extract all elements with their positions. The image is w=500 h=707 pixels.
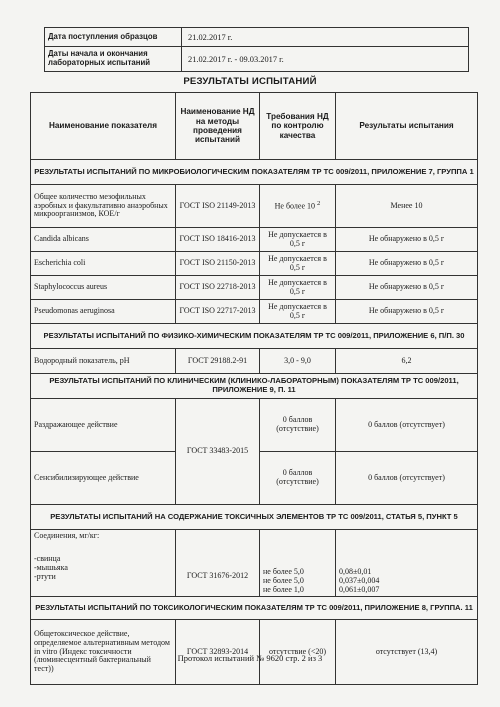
toxicology-method: ГОСТ 32893-2014 — [176, 620, 260, 685]
micro-0-req-cell — [260, 185, 336, 228]
micro-4-result: Не обнаружено в 0,5 г — [336, 300, 478, 324]
micro-1-result: Не обнаружено в 0,5 г — [336, 228, 478, 252]
column-header-row — [31, 93, 478, 160]
micro-1-name: Candida albicans — [31, 228, 176, 252]
micro-0-method: ГОСТ ISO 21149-2013 — [176, 185, 260, 228]
page-footer: Протокол испытаний № 9620 стр. 2 из 3 — [177, 653, 323, 663]
receipt-row — [45, 28, 469, 47]
col-method-header: Наименование НД на методы проведения испытаний — [176, 93, 260, 160]
toxic-result-cell — [336, 530, 478, 597]
micro-0-req: Не более 10 — [274, 201, 316, 211]
toxic-0-req: не более 5,0 — [263, 567, 304, 577]
col-result-header: Результаты испытания — [336, 93, 478, 160]
table-row — [31, 399, 478, 452]
table-row — [31, 252, 478, 276]
micro-2-method: ГОСТ ISO 21150-2013 — [176, 252, 260, 276]
ph-req: 3,0 - 9,0 — [260, 349, 336, 374]
toxic-req-cell — [260, 530, 336, 597]
section-toxicology-title: РЕЗУЛЬТАТЫ ИСПЫТАНИЙ ПО ТОКСИКОЛОГИЧЕСКИМ ПОКАЗАТЕЛЯМ ТР ТС 009/2011, ПРИЛОЖЕНИЕ 8, ГРУППА. 11 — [31, 597, 478, 620]
col-requirement-header: Требования НД по контролю качества — [260, 93, 336, 160]
table-row — [31, 228, 478, 252]
table-row — [31, 530, 478, 597]
micro-3-name: Staphylococcus aureus — [31, 276, 176, 300]
col-indicator-header: Наименование показателя — [31, 93, 176, 160]
results-title: РЕЗУЛЬТАТЫ ИСПЫТАНИЙ — [183, 76, 317, 87]
toxic-2-req: не более 1,0 — [263, 585, 304, 595]
table-row — [31, 300, 478, 324]
section-micro — [31, 160, 478, 185]
micro-4-method: ГОСТ ISO 22717-2013 — [176, 300, 260, 324]
period-value: 21.02.2017 г. - 09.03.2017 г. — [182, 47, 469, 72]
clinical-0-name: Раздражающее действие — [31, 399, 176, 452]
sample-dates-table — [44, 27, 469, 72]
toxic-method-cell — [176, 530, 260, 597]
clinical-1-result: 0 баллов (отсутствует) — [336, 452, 478, 505]
period-label: Даты начала и окончания лабораторных испытаний — [45, 47, 182, 72]
clinical-1-req: 0 баллов (отсутствие) — [260, 452, 336, 505]
receipt-value: 21.02.2017 г. — [182, 28, 469, 47]
table-row — [31, 620, 478, 685]
section-clinical — [31, 374, 478, 399]
toxic-0-name: -свинца — [34, 553, 61, 563]
toxic-2-result: 0,061±0,007 — [339, 585, 380, 595]
receipt-label: Дата поступления образцов — [45, 28, 182, 47]
toxicology-result: отсутствует (13,4) — [336, 620, 478, 685]
micro-1-req: Не допускается в 0,5 г — [260, 228, 336, 252]
clinical-0-req: 0 баллов (отсутствие) — [260, 399, 336, 452]
toxic-method: ГОСТ 31676-2012 — [186, 571, 249, 581]
table-row — [31, 276, 478, 300]
micro-2-result: Не обнаружено в 0,5 г — [336, 252, 478, 276]
toxic-0-result: 0,08±0,01 — [339, 567, 372, 577]
micro-1-method: ГОСТ ISO 18416-2013 — [176, 228, 260, 252]
micro-4-name: Pseudomonas aeruginosa — [31, 300, 176, 324]
micro-2-name: Escherichia coli — [31, 252, 176, 276]
clinical-1-name: Сенсибилизирующее действие — [31, 452, 176, 505]
toxicology-name: Общетоксическое действие, определяемое альтернативным методом in vitro (Индекс токсичности (люминесцентный бактериальный тест)) — [31, 620, 176, 685]
ph-name: Водородный показатель, pH — [31, 349, 176, 374]
section-toxicology — [31, 597, 478, 620]
micro-0-result: Менее 10 — [336, 185, 478, 228]
micro-0-req-sup: 2 — [317, 200, 321, 208]
micro-4-req: Не допускается в 0,5 г — [260, 300, 336, 324]
toxic-1-name: -мышьяка — [34, 562, 68, 572]
toxicology-req: отсутствие (<20) — [260, 620, 336, 685]
toxic-1-req: не более 5,0 — [263, 576, 304, 586]
micro-0-name: Общее количество мезофильных аэробных и факультативно анаэробных микроорганизмов, КОЕ/г — [31, 185, 176, 228]
section-toxic-elements-title: РЕЗУЛЬТАТЫ ИСПЫТАНИЙ НА СОДЕРЖАНИЕ ТОКСИЧНЫХ ЭЛЕМЕНТОВ ТР ТС 009/2011, СТАТЬЯ 5, ПУНКТ 5 — [31, 505, 478, 530]
clinical-method: ГОСТ 33483-2015 — [176, 399, 260, 505]
toxic-heading: Соединения, мг/кг: — [34, 531, 100, 540]
toxic-1-result: 0,037±0,004 — [339, 576, 380, 586]
micro-3-method: ГОСТ ISO 22718-2013 — [176, 276, 260, 300]
toxic-names — [31, 530, 176, 597]
section-micro-title: РЕЗУЛЬТАТЫ ИСПЫТАНИЙ ПО МИКРОБИОЛОГИЧЕСКИМ ПОКАЗАТЕЛЯМ ТР ТС 009/2011, ПРИЛОЖЕНИЕ 7, ГРУППА 1 — [31, 160, 478, 185]
table-row — [31, 185, 478, 228]
micro-3-req: Не допускается в 0,5 г — [260, 276, 336, 300]
section-toxic-elements — [31, 505, 478, 530]
results-table — [30, 92, 478, 685]
section-clinical-title: РЕЗУЛЬТАТЫ ИСПЫТАНИЙ ПО КЛИНИЧЕСКИМ (КЛИНИКО-ЛАБОРАТОРНЫМ) ПОКАЗАТЕЛЯМ ТР ТС 009/2011, ПРИЛОЖЕНИЕ 9, П. 11 — [31, 374, 478, 399]
clinical-0-result: 0 баллов (отсутствует) — [336, 399, 478, 452]
section-physchem-title: РЕЗУЛЬТАТЫ ИСПЫТАНИЙ ПО ФИЗИКО-ХИМИЧЕСКИМ ПОКАЗАТЕЛЯМ ТР ТС 009/2011, ПРИЛОЖЕНИЕ 6, П/П. 30 — [31, 324, 478, 349]
period-row — [45, 47, 469, 72]
micro-2-req: Не допускается в 0,5 г — [260, 252, 336, 276]
section-physchem — [31, 324, 478, 349]
micro-3-result: Не обнаружено в 0,5 г — [336, 276, 478, 300]
table-row — [31, 349, 478, 374]
ph-method: ГОСТ 29188.2-91 — [176, 349, 260, 374]
ph-result: 6,2 — [336, 349, 478, 374]
toxic-2-name: -ртути — [34, 571, 56, 581]
